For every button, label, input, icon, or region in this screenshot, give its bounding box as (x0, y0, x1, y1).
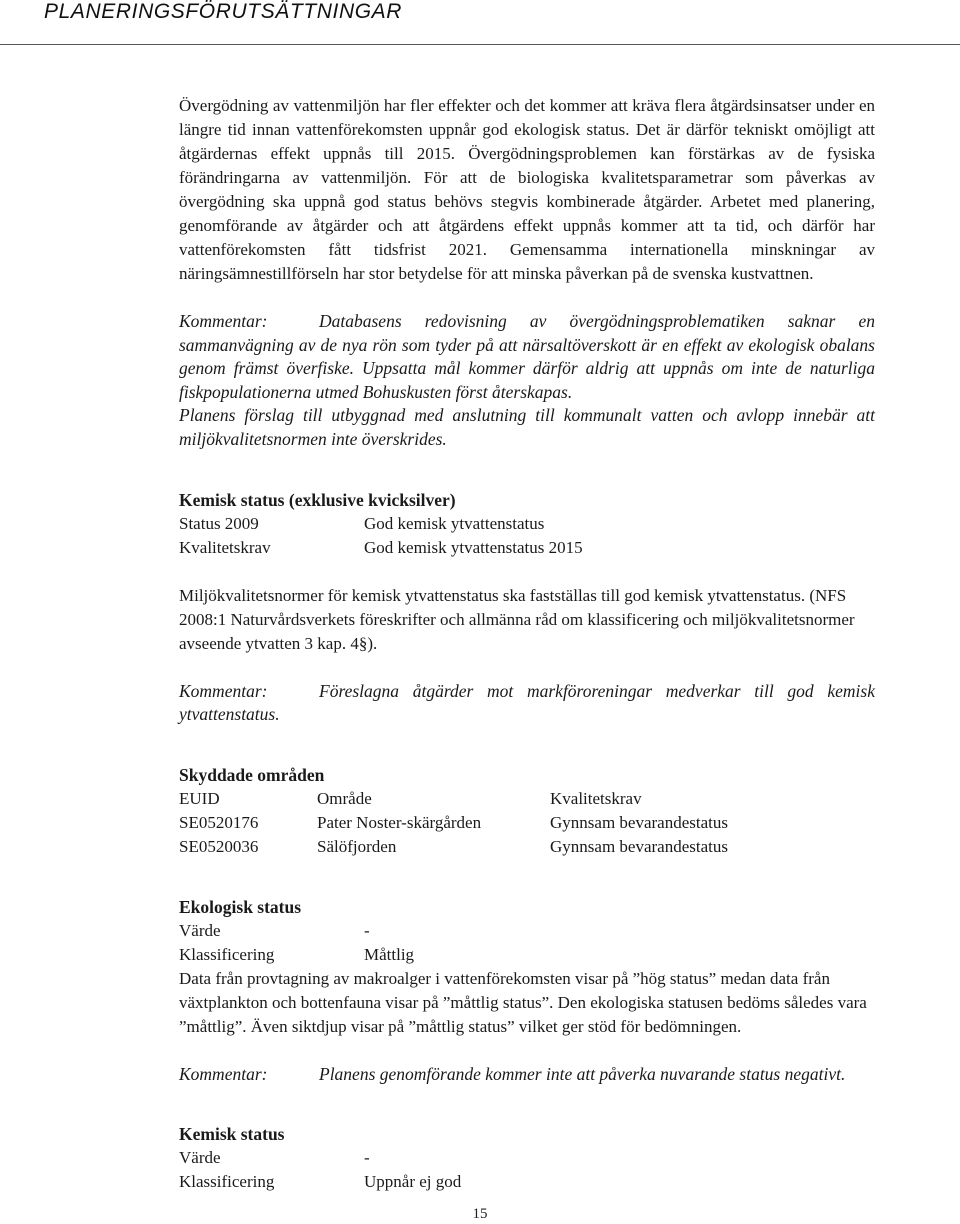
section-heading: Kemisk status (exklusive kvicksilver) (179, 489, 456, 510)
kv-label: Värde (179, 1148, 221, 1168)
kv-label: Kvalitetskrav (179, 537, 271, 557)
comment-block-3 (179, 1063, 875, 1087)
column-header: Kvalitetskrav (550, 788, 642, 808)
ekologisk-status-section (179, 895, 875, 1039)
running-header-title: PLANERINGSFÖRUTSÄTTNINGAR (44, 0, 403, 23)
section-heading: Ekologisk status (179, 896, 302, 917)
comment-text: Databasens redovisning av övergödningsproblematiken saknar en sammanvägning av de nya rön som tyder på att närsaltöverskott är en effekt av ekologisk obalans genom främst överfiske. Uppsatta mål kommer därför aldrig att uppnås om inte de naturliga fiskpopulationerna utmed Bohuskusten först återskapas. (179, 311, 875, 402)
kv-value: God kemisk ytvattenstatus (364, 513, 545, 533)
kv-row (179, 512, 875, 536)
miljokvalitet-paragraph: Miljökvalitetsnormer för kemisk ytvattenstatus ska fastställas till god kemisk ytvattenstatus. (NFS 2008:1 Naturvårdsverkets föreskrifter och allmänna råd om klassificering och miljökvalitetsnormer avseende ytvatten 3 kap. 4§). (179, 585, 855, 653)
kv-label: Status 2009 (179, 513, 259, 533)
kv-label: Klassificering (179, 944, 275, 964)
kv-label: Värde (179, 920, 221, 940)
kv-row (179, 1170, 875, 1194)
kv-value: Uppnår ej god (364, 1172, 462, 1192)
table-header-row (179, 787, 875, 811)
column-header: Område (317, 788, 372, 808)
kemisk-status-exkl-section (179, 488, 875, 560)
page-number: 15 (472, 1206, 488, 1222)
comment-block-2 (179, 680, 875, 727)
header-rule (0, 44, 960, 45)
table-cell: Gynnsam bevarandestatus (550, 836, 728, 856)
kv-value: - (364, 1148, 370, 1168)
comment-block-1 (179, 310, 875, 452)
comment-label: Kommentar: (179, 1063, 268, 1084)
table-row (179, 835, 875, 859)
table-cell: Sälöfjorden (317, 836, 397, 856)
section-heading: Skyddade områden (179, 764, 325, 785)
comment-text-2: Planens förslag till utbyggnad med anslutning till kommunalt vatten och avlopp innebär att miljökvalitetsnormen inte överskrides. (179, 405, 875, 449)
ekologisk-paragraph: Data från provtagning av makroalger i vattenförekomsten visar på ”hög status” medan data från växtplankton och bottenfauna visar på ”måttlig status”. Den ekologiska statusen bedöms således vara ”måttlig”. Även siktdjup visar på ”måttlig status” vilket ger stöd för bedömningen. (179, 968, 867, 1036)
section-heading: Kemisk status (179, 1124, 285, 1145)
kv-value: - (364, 920, 370, 940)
table-cell: Pater Noster-skärgården (317, 812, 482, 832)
kv-label: Klassificering (179, 1172, 275, 1192)
page-header (0, 0, 960, 46)
skyddade-omraden-section (179, 763, 875, 859)
kv-row (179, 943, 875, 967)
comment-text: Planens genomförande kommer inte att påverka nuvarande status negativt. (319, 1063, 846, 1084)
kemisk-status-section (179, 1122, 875, 1194)
kv-value: Måttlig (364, 944, 415, 964)
comment-label: Kommentar: (179, 680, 268, 701)
kv-row (179, 1146, 875, 1170)
kv-row (179, 919, 875, 943)
table-cell: SE0520176 (179, 812, 259, 832)
kv-row (179, 536, 875, 560)
table-cell: SE0520036 (179, 836, 259, 856)
comment-text: Föreslagna åtgärder mot markföroreningar medverkar till god kemisk ytvattenstatus. (179, 680, 875, 725)
kv-value: God kemisk ytvattenstatus 2015 (364, 537, 583, 557)
comment-label: Kommentar: (179, 311, 268, 331)
page-content (179, 94, 875, 1194)
column-header: EUID (179, 788, 220, 808)
intro-paragraph: Övergödning av vattenmiljön har fler effekter och det kommer att kräva flera åtgärdsinsatser under en längre tid innan vattenförekomsten uppnår god ekologisk status. Det är därför tekniskt omöjligt att åtgärdernas effekt uppnås till 2015. Övergödningsproblemen kan förstärkas av de fysiska förändringarna av vattenmiljön. För att de biologiska kvalitetsparametrar som påverkas av övergödning ska uppnå god status behövs stegvis kombinerade åtgärder. Arbetet med planering, genomförande av åtgärder och att åtgärdens effekt uppnås kommer att ta tid, och därför har vattenförekomsten fått tidsfrist 2021. Gemensamma internationella minskningar av näringsämnestillförseln har stor betydelse för att minska påverkan på de svenska kustvattnen. (179, 96, 875, 283)
table-cell: Gynnsam bevarandestatus (550, 812, 728, 832)
table-row (179, 811, 875, 835)
